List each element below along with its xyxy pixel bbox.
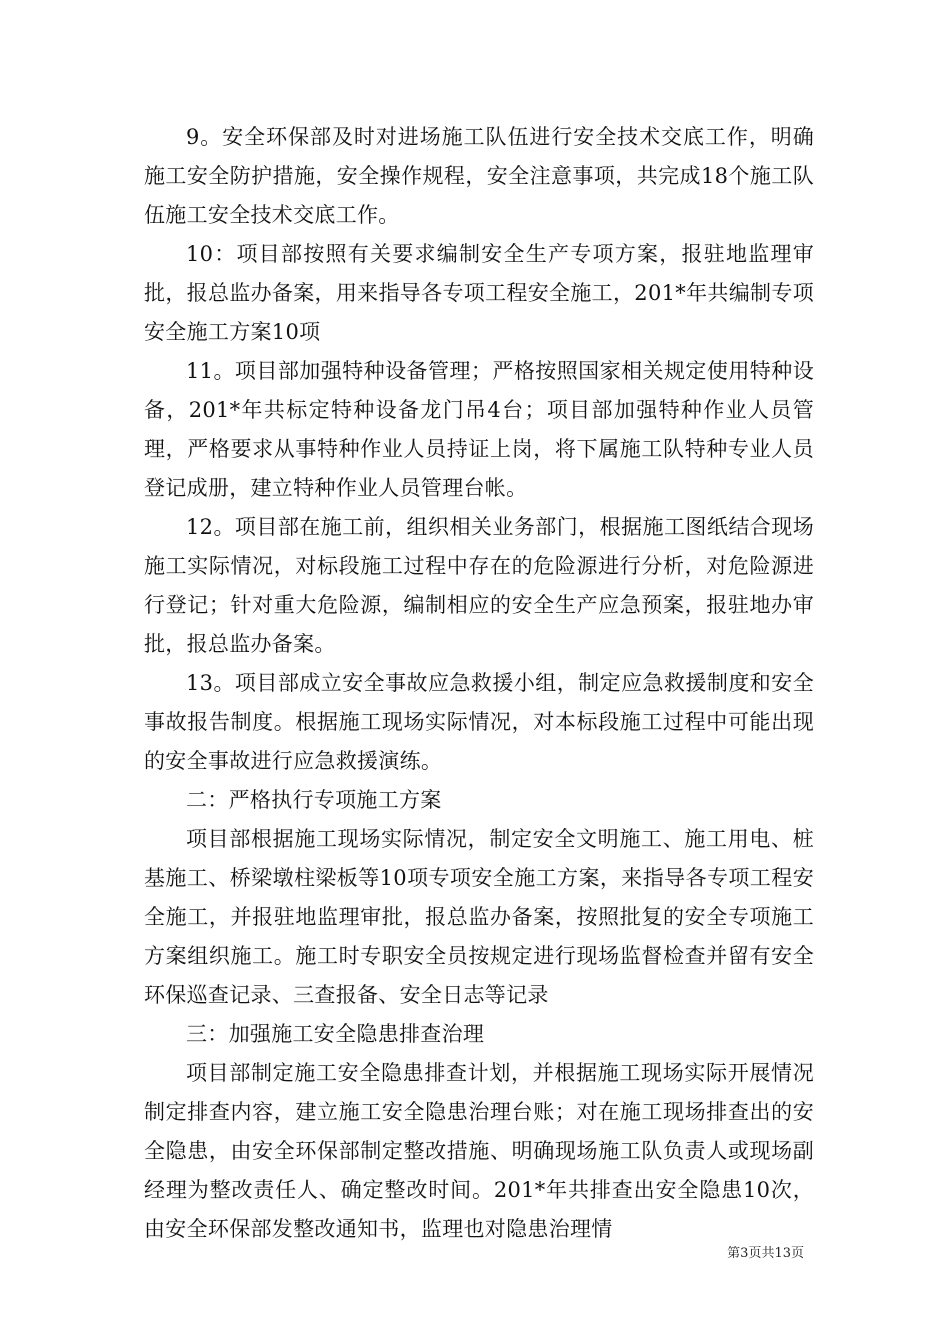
paragraph-item-9: 9。安全环保部及时对进场施工队伍进行安全技术交底工作，明确施工安全防护措施，安全操作规程，安全注意事项，共完成18个施工队伍施工安全技术交底工作。 [144, 125, 814, 227]
section-heading-2: 二：严格执行专项施工方案 [186, 788, 442, 812]
paragraph-item-11: 11。项目部加强特种设备管理；严格按照国家相关规定使用特种设备，201*年共标定特种设备龙门吊4台；项目部加强特种作业人员管理，严格要求从事特种作业人员持证上岗，将下属施工队特种专业人员登记成册，建立特种作业人员管理台帐。 [144, 359, 814, 500]
document-body [144, 118, 814, 1249]
paragraph-hazard-inspection: 项目部制定施工安全隐患排查计划，并根据施工现场实际开展情况制定排查内容，建立施工安全隐患治理台账；对在施工现场排查出的安全隐患，由安全环保部制定整改措施、明确现场施工队负责人或现场副经理为整改责任人、确定整改时间。201*年共排查出安全隐患10次，由安全环保部发整改通知书，监理也对隐患治理情 [144, 1061, 814, 1241]
paragraph-item-12: 12。项目部在施工前，组织相关业务部门，根据施工图纸结合现场施工实际情况，对标段施工过程中存在的危险源进行分析，对危险源进行登记；针对重大危险源，编制相应的安全生产应急预案，报驻地办审批，报总监办备案。 [144, 515, 814, 656]
paragraph-item-10: 10：项目部按照有关要求编制安全生产专项方案，报驻地监理审批，报总监办备案，用来指导各专项工程安全施工，201*年共编制专项安全施工方案10项 [144, 242, 814, 344]
page-number-footer: 第3页共13页 [727, 1246, 804, 1261]
paragraph-item-13: 13。项目部成立安全事故应急救援小组，制定应急救援制度和安全事故报告制度。根据施工现场实际情况，对本标段施工过程中可能出现的安全事故进行应急救援演练。 [144, 671, 814, 773]
paragraph-special-plan: 项目部根据施工现场实际情况，制定安全文明施工、施工用电、桩基施工、桥梁墩柱梁板等10项专项安全施工方案，来指导各专项工程安全施工，并报驻地监理审批，报总监办备案，按照批复的安全专项施工方案组织施工。施工时专职安全员按规定进行现场监督检查并留有安全环保巡查记录、三查报备、安全日志等记录 [144, 827, 814, 1007]
section-heading-3: 三：加强施工安全隐患排查治理 [186, 1022, 485, 1046]
